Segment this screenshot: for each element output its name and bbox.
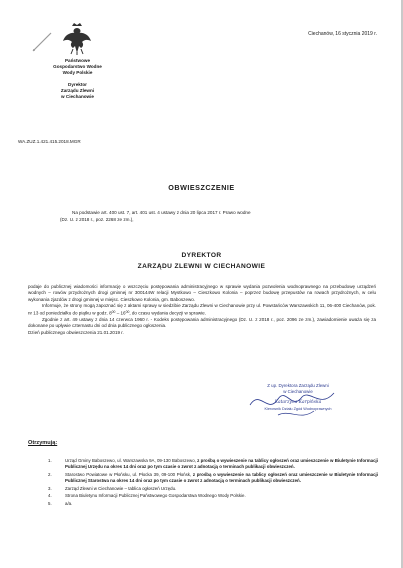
recipients-list xyxy=(48,458,378,509)
recipient-item xyxy=(48,493,378,499)
issuer-line: Gospodarstwo Wodne xyxy=(53,64,102,70)
recipient-request: z prośbą o wywieszenie na tablicy ogłoszeń oraz umieszczenie w Biuletynie Informacji Publicznej Urzędu na okres 14 dni oraz po tym czasie o zwrot z adnotacją o terminach publikacji obwieszczeń. xyxy=(65,458,378,470)
polish-eagle-emblem-icon xyxy=(62,22,92,56)
body-paragraph-hours xyxy=(28,303,376,317)
recipient-address: Starostwo Powiatowe w Płońsku, ul. Płocka 39, 09-100 Płońsk, xyxy=(65,471,193,477)
legal-basis-line: (Dz. U. z 2018 r., poz. 2268 ze zm.), xyxy=(60,216,134,222)
office-line: Zarządu Zlewni xyxy=(60,87,95,93)
pen-mark-icon xyxy=(30,30,54,54)
signature-stamp xyxy=(228,383,368,412)
hours-sup: 00 xyxy=(111,310,116,315)
issuer-line: Wody Polskie xyxy=(62,70,93,76)
issuer-line: Państwowe xyxy=(64,58,91,63)
case-signature: WA.ZUZ.1.421.415.2018.MGR xyxy=(18,139,81,144)
hours-text-pre: Informuje, że strony mogą zapoznać się z aktami sprawy w siedzibie Zarządu Zlewni w Ciechanowie przy ul. Powstańców Warszawskich 11, 06-400 Ciechanów, pok. nr 13 od poniedziałku do piątku w godz. 8 xyxy=(28,302,376,316)
recipient-address: a/a. xyxy=(65,500,73,506)
body-paragraph: podaje do publicznej wiadomości informację o wszczęciu postępowania administracyjnego w sprawie wydania pozwolenia wodnoprawnego na przebudowę urządzeń wodnych – rowów przydrożnych drogi gminnej nr 300144W relacji Mystkowo – Cieszkowo Kolonia – poprzez budowę przepustów na rowach przydrożnych, w celu wykonania zjazdów z drogi gminnej w miejsc. Cieszkowo Kolonia, gm. Baboszewo. xyxy=(28,284,376,302)
recipient-item xyxy=(48,458,378,470)
body-paragraph: Zgodnie z art. 49 ustawy z dnia 14 czerwca 1960 r. - Kodeks postępowania administracyjnego (Dz. U. z 2018 r., poz. 2096 ze zm.), zawiadomienie uważa się za dokonane po upływie czternastu dni od dnia publicznego ogłoszenia. xyxy=(28,316,376,329)
recipient-number: 4. xyxy=(48,493,52,499)
stamp-role: Kierownik Działu Zgód Wodnoprawnych xyxy=(264,406,332,411)
authority-line: DYREKTOR xyxy=(181,252,222,259)
office-line: Dyrektor xyxy=(68,81,87,87)
recipient-address: Urząd Gminy Baboszewo, ul. Warszawska 9A, 09-130 Baboszewo, xyxy=(65,458,198,463)
stamp-name: Katarzyna Karpińska xyxy=(274,399,322,405)
recipient-number: 2. xyxy=(48,471,52,477)
authority-line: ZARZĄDU ZLEWNI W CIECHANOWIE xyxy=(137,263,266,270)
legal-basis xyxy=(60,210,380,224)
recipient-item xyxy=(48,472,378,484)
recipient-address: Zarząd Zlewni w Ciechanowie – tablica ogłoszeń Urzędu. xyxy=(65,485,177,491)
recipient-number: 5. xyxy=(48,500,52,506)
document-title: OBWIESZCZENIE xyxy=(168,183,235,192)
recipient-number: 3. xyxy=(48,485,52,491)
recipient-request: z prośbą o wywieszenie na tablicy ogłoszeń oraz umieszczenie w Biuletynie Informacji Publicznej Starostwa na okres 14 dni oraz po tym czasie o zwrot z adnotacją o terminach publikacji obwieszczeń. xyxy=(65,471,378,483)
authority-heading xyxy=(0,250,403,272)
stamp-line: Z up. Dyrektora Zarządu Zlewni xyxy=(267,383,329,388)
recipients-heading: Otrzymują: xyxy=(28,440,58,446)
legal-basis-line: Na podstawie art. 400 ust. 7, art. 401 ust. 4 ustawy z dnia 20 lipca 2017 r. Prawo wodne xyxy=(72,210,251,215)
hours-text-mid: – 16 xyxy=(115,310,126,316)
recipient-number: 1. xyxy=(48,458,52,463)
recipient-address: Strona Biuletynu Informacji Publicznej Państwowego Gospodarstwa Wodnego Wody Polskie. xyxy=(65,493,246,499)
handwritten-signature-icon xyxy=(238,385,358,425)
recipient-item xyxy=(48,501,378,507)
notice-body xyxy=(28,284,376,336)
stamp-line: w Ciechanowie xyxy=(283,389,313,395)
recipient-item xyxy=(48,486,378,492)
hours-sup: 00 xyxy=(125,310,130,315)
hours-text-post: , do czasu wydania decyzji w sprawie. xyxy=(129,310,206,316)
issuer-block xyxy=(30,58,125,100)
office-line: w Ciechanowie xyxy=(61,94,94,100)
date-line: Ciechanów, 16 stycznia 2019 r. xyxy=(308,31,377,37)
publication-date: Dzień publicznego obwieszczenia 21.01.2019 r. xyxy=(28,329,124,335)
